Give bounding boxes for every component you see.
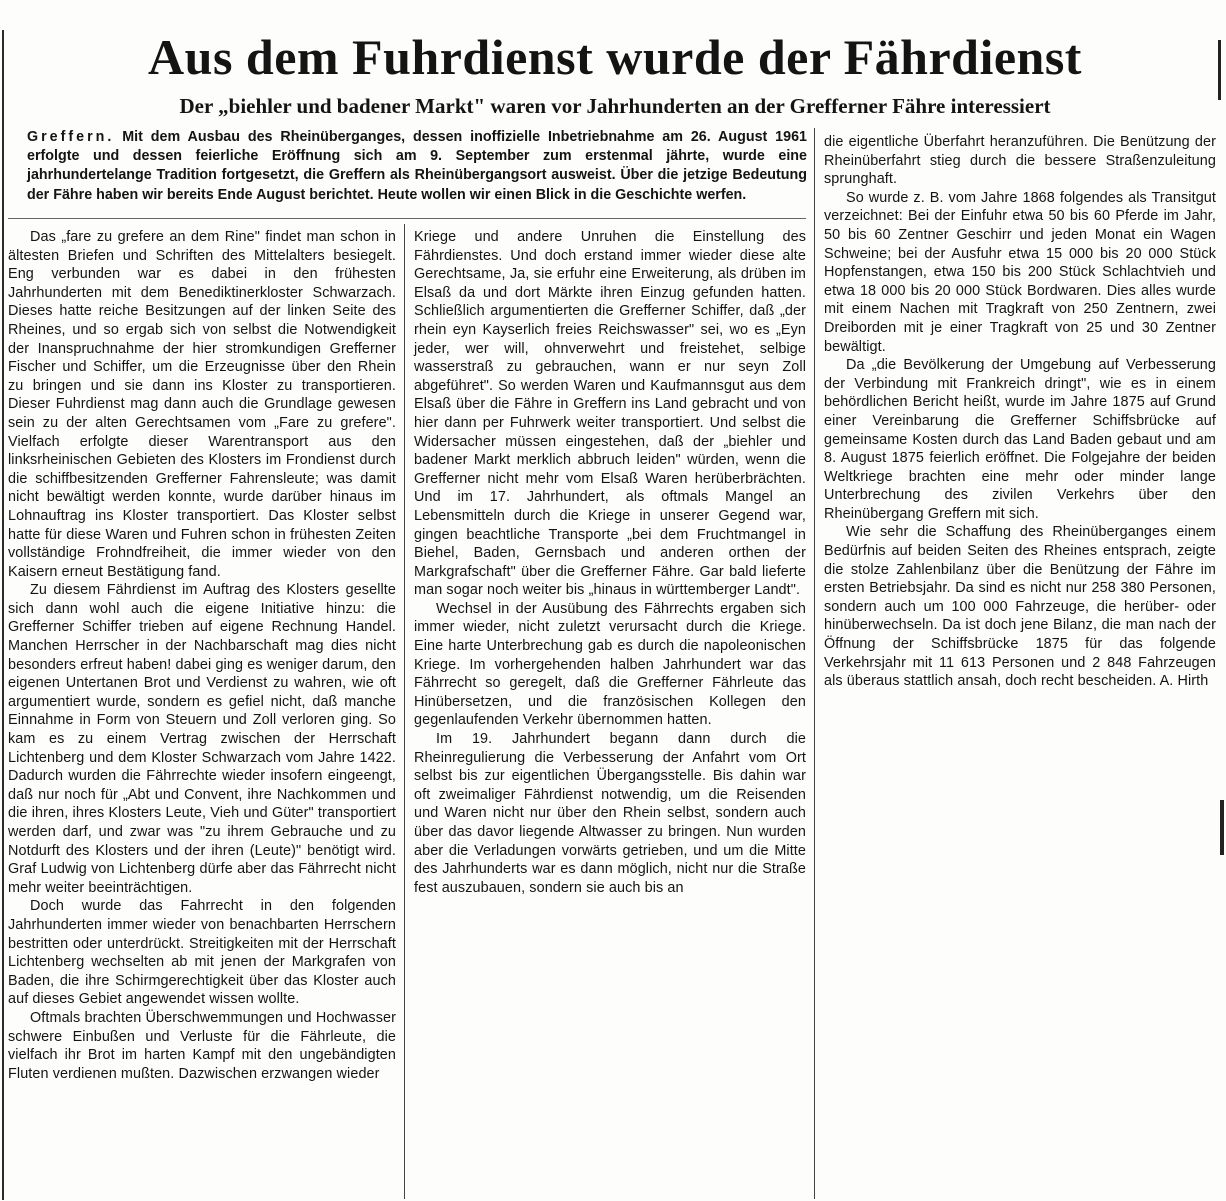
article-lead xyxy=(27,128,807,205)
scan-edge-left xyxy=(2,30,4,1200)
column-2 xyxy=(414,228,806,897)
column-rule-2 xyxy=(814,128,815,1199)
paragraph: Das „fare zu grefere an dem Rine" findet man schon in ältesten Briefen und Schriften des Mittelalters besiegelt. Eng verbunden war es dabei in den frühesten Jahrhunderten mit dem Benediktinerkloster Schwarzach. Dieses hatte reiche Besitzungen auf der linken Seite des Rheines, und so ergab sich von selbst die Notwendigkeit der Inanspruchnahme der hier stromkundigen Grefferner Fischer und Schiffer, um die Erzeugnisse über den Rhein zu bringen und sie dann ins Kloster zu transportieren. Dieser Fuhrdienst mag dann auch die Grundlage gewesen sein zu der alten Gerechtsamen vom „Fare zu grefere". Vielfach erfolgte dieser Warentransport aus den linksrheinischen Gebieten des Klosters im Frondienst durch die schiffbesitzenden Grefferner Fahrensleute; was damit nicht bewältigt werden konnte, wurde darüber hinaus im Lohnauftrag ins Kloster transportiert. Das Kloster selbst hatte für diese Waren und Fuhren schon in frühesten Zeiten vollständige Frohndfreiheit, die immer wieder von den Kaisern erneut Bestätigung fand. xyxy=(8,229,396,580)
lead-place: Greffern. xyxy=(27,129,115,145)
scan-edge-right-bottom xyxy=(1220,800,1224,855)
paragraph: Wechsel in der Ausübung des Fährrechts ergaben sich immer wieder, nicht zuletzt verursacht durch die Kriege. Eine harte Unterbrechung gab es durch die napoleonischen Kriege. Im vorhergehenden halben Jahrhundert war das Fährrecht so geregelt, daß die Grefferner Fährleute das Hinübersetzen, und die französischen Kollegen den gegenlaufenden Verkehr übernommen hatten. xyxy=(414,600,806,729)
paragraph: So wurde z. B. vom Jahre 1868 folgendes als Transitgut verzeichnet: Bei der Einfuhr etwa 50 bis 60 Pferde im Jahr, 50 bis 60 Zentner Geschirr und jeden Monat ein Wagen Schweine; bei der Ausfuhr etwa 15 000 bis 20 000 Stück Hopfenstangen, etwa 150 bis 200 Stück Schlachtvieh und etwa 18 000 bis 20 000 Stück Bordwaren. Dies alles wurde mit einem Nachen mit Tragkraft von 250 Zentnern, zwei Dreiborden mit je einer Tragkraft von 25 und 30 Zentner bewältigt. xyxy=(824,189,1216,355)
paragraph: Kriege und andere Unruhen die Einstellung des Fährdienstes. Und doch erstand immer wieder diese alte Gerechtsame, Ja, sie erfuhr eine Erweiterung, als drüben im Elsaß da und dort Märkte ihren Einzug gefunden hatten. Schließlich argumentierten die Grefferner Schiffer, daß „der rhein eyn Kayserlich freies Reichswasser" sei, wo es „Eyn jeder, wer will, ohnverwehrt und freistehet, selbige wasserstraß zu gebrauchen, wann er nur seyn Zoll abgeführet". So werden Waren und Kaufmannsgut aus dem Elsaß über die Fähre in Greffern ins Land gebracht und von hier dann per Fuhrwerk weiter transportiert. Und selbst die Widersacher müssen eingestehen, daß der „biehler und badener Markt merklich abbruch leiden" würden, wenn die Grefferner nicht mehr vom Elsaß Waren herüberbrächten. Und im 17. Jahrhundert, als oftmals Mangel an Lebensmitteln durch die Kriege in unserer Gegend war, gingen beachtliche Transporte „bei dem Fruchtmangel in Biehel, Baden, Gernsbach und anderen orthen der Markgrafschaft" über die Grefferner Fähre. Gar bald lieferte man sogar noch weiter bis „hinaus in württemberger Landt". xyxy=(414,229,806,599)
paragraph: Doch wurde das Fahrrecht in den folgenden Jahrhunderten immer wieder von benachbarten Herrschern bestritten oder unterdrückt. Streitigkeiten mit der Herrschaft Lichtenberg wechselten ab mit jenen der Markgrafen von Baden, die ihre Schirmgerechtigkeit über das Kloster auch auf dieses Gebiet angewendet wissen wollte. xyxy=(8,898,396,1008)
column-1 xyxy=(8,228,396,1083)
paragraph: die eigentliche Überfahrt heranzuführen. Die Benützung der Rheinüberfahrt stieg durch die bessere Straßenzuleitung sprunghaft. xyxy=(824,134,1216,188)
article-headline: Aus dem Fuhrdienst wurde der Fährdienst xyxy=(148,29,1082,85)
lead-text: Mit dem Ausbau des Rheinüberganges, dessen inoffizielle Inbetriebnahme am 26. August 1961 erfolgte und dessen feierliche Eröffnung sich am 9. September zum erstenmal jährte, wurde eine jahrhundertelange Tradition fortgesetzt, die Greffern als Rheinübergangsort ausweist. Über die jetzige Bedeutung der Fähre haben wir bereits Ende August berichtet. Heute wollen wir einen Blick in die Geschichte werfen. xyxy=(27,129,807,203)
column-3 xyxy=(824,133,1216,691)
lead-divider xyxy=(8,218,806,219)
paragraph: Wie sehr die Schaffung des Rheinüberganges einem Bedürfnis auf beiden Seiten des Rheines entsprach, zeigte die stolze Zahlenbilanz über die Benützung der Fähre im ersten Betriebsjahr. Da sind es nicht nur 258 380 Personen, sondern auch um 100 000 Fahrzeuge, die herüber- oder hinüberwechseln. Da ist doch jene Bilanz, die man nach der Öffnung der Schiffsbrücke 1875 für das folgende Verkehrsjahr mit 11 613 Personen und 2 848 Fahrzeugen als überaus stattlich ansah, doch recht bescheiden. A. Hirth xyxy=(824,524,1216,690)
paragraph: Zu diesem Fährdienst im Auftrag des Klosters gesellte sich dann wohl auch die eigene Initiative hinzu: die Grefferner Schiffer trieben auf eigene Rechnung Handel. Manchen Herrscher in der Nachbarschaft mag dies nicht besonders erfreut haben! dabei ging es weniger darum, den eigenen Untertanen Brot und Verdienst zu wahren, wie oft argumentiert wurde, sondern es gefiel nicht, daß manche Einnahme in Form von Steuern und Zoll verloren ging. So kam es zu einem Vertrag zwischen der Herrschaft Lichtenberg und dem Kloster Schwarzach vom Jahre 1422. Dadurch wurden die Fährrechte wieder insofern eingeengt, daß nur noch für „Abt und Convent, ihre Nachkommen und die ihren, ihres Klosters Leute, Vieh und Güter" transportiert werden darf, und zwar was "zu ihrem Gebrauche und zu Notdurft des Klosters und der ihren (Leute)" benötigt wird. Graf Ludwig von Lichtenberg dürfe aber das Fährrecht nicht mehr weiter beeinträchtigen. xyxy=(8,582,396,896)
paragraph: Da „die Bevölkerung der Umgebung auf Verbesserung der Verbindung mit Frankreich dringt", wie es in einem behördlichen Bericht heißt, wurde im Jahre 1875 auf Grund einer Vereinbarung die Grefferner Schiffsbrücke auf gemeinsame Kosten durch das Land Baden gebaut und am 8. August 1875 feierlich eröffnet. Die Folgejahre der beiden Weltkriege brachten eine mehr oder minder lange Unterbrechung des zivilen Verkehrs über den Rheinübergang Greffern mit sich. xyxy=(824,357,1216,522)
column-rule-1 xyxy=(404,224,405,1199)
paragraph: Oftmals brachten Überschwemmungen und Hochwasser schwere Einbußen und Verluste für die Fährleute, die vielfach ihr Brot im harten Kampf mit den ungebändigten Fluten verdienen mußten. Dazwischen erzwangen wieder xyxy=(8,1009,396,1082)
paragraph: Im 19. Jahrhundert begann dann durch die Rheinregulierung die Verbesserung der Anfahrt vom Ort selbst bis zur eigentlichen Übergangsstelle. Bis dahin war oft zweimaliger Fährdienst notwendig, um die Reisenden und Waren nicht nur über den Rhein selbst, sondern auch über das davor liegende Altwasser zu bringen. Nun wurden aber die Verladungen vorwärts getrieben, und um die Mitte des Jahrhunderts war es dann möglich, nicht nur die Straße fest auszubauen, sondern sie auch bis an xyxy=(414,731,806,896)
scan-edge-right-top xyxy=(1218,40,1221,100)
article-subheadline: Der „biehler und badener Markt" waren vor Jahrhunderten an der Grefferner Fähre interessiert xyxy=(179,94,1051,118)
